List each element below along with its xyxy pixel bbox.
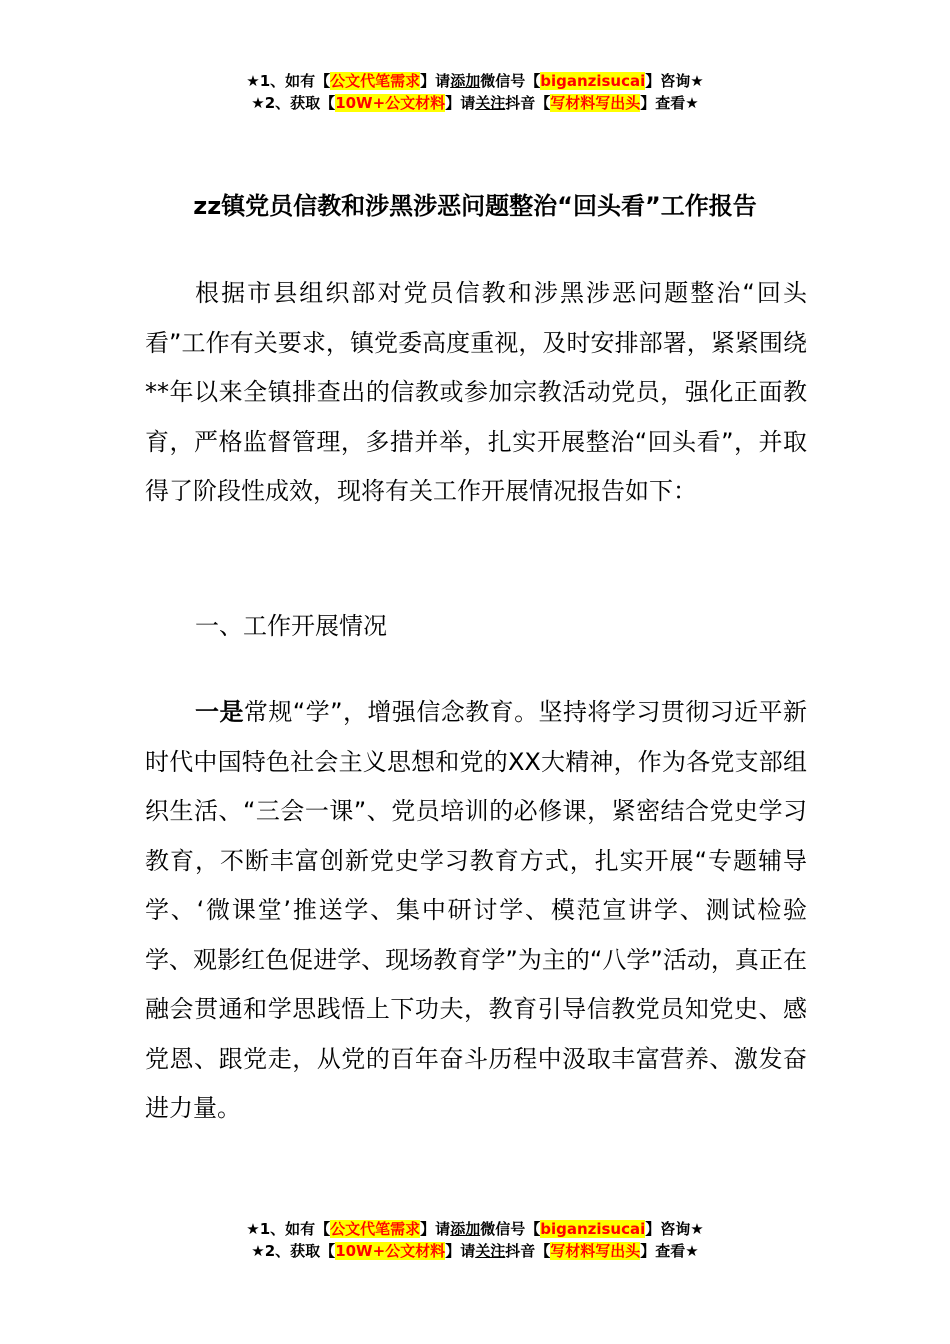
paragraph-text: 常规“学”，增强信念教育。坚持将学习贯彻习近平新时代中国特色社会主义思想和党的XX大精神，作为各党支部组织生活、“三会一课”、党员培训的必修课，紧密结合党史学习教育，不断丰富创新党史学习教育方式，扎实开展“专题辅导学、‘微课堂’推送学、集中研讨学、模范宣讲学、测试检验学、观影红色促进学、现场教育学”为主的“八学”活动，真正在融会贯通和学思践悟上下功夫，教育引导信教党员知党史、感党恩、跟党走，从党的百年奋斗历程中汲取丰富营养、激发奋进力量。: [145, 698, 807, 1122]
body-paragraph: [145, 688, 807, 1134]
promo-line-2: ★2、获取【10W+公文材料】请关注抖音【写材料写出头】查看★: [251, 1242, 699, 1260]
promo-banner-bottom: [0, 1218, 950, 1262]
paragraph-lead: 一是: [195, 698, 244, 726]
promo-line-1: ★1、如有【公文代笔需求】请添加微信号【biganzisucai】咨询★: [246, 1220, 704, 1238]
highlight-wechat-id: biganzisucai: [540, 1220, 646, 1238]
section-heading: 一、工作开展情况: [195, 612, 387, 640]
highlight-service: 公文代笔需求: [330, 72, 421, 90]
promo-banner-top: [0, 70, 950, 114]
promo-line-1: ★1、如有【公文代笔需求】请添加微信号【biganzisucai】咨询★: [246, 72, 704, 90]
highlight-service: 公文代笔需求: [330, 1220, 421, 1238]
intro-paragraph: 根据市县组织部对党员信教和涉黑涉恶问题整治“回头看”工作有关要求，镇党委高度重视，及时安排部署，紧紧围绕**年以来全镇排查出的信教或参加宗教活动党员，强化正面教育，严格监督管理，多措并举，扎实开展整治“回头看”，并取得了阶段性成效，现将有关工作开展情况报告如下：: [145, 279, 807, 505]
highlight-materials: 10W+公文材料: [335, 1242, 446, 1260]
promo-line-2: ★2、获取【10W+公文材料】请关注抖音【写材料写出头】查看★: [251, 94, 699, 112]
highlight-douyin: 写材料写出头: [550, 94, 641, 112]
highlight-douyin: 写材料写出头: [550, 1242, 641, 1260]
document-title: zz镇党员信教和涉黑涉恶问题整治“回头看”工作报告: [193, 192, 757, 220]
highlight-materials: 10W+公文材料: [335, 94, 446, 112]
highlight-wechat-id: biganzisucai: [540, 72, 646, 90]
